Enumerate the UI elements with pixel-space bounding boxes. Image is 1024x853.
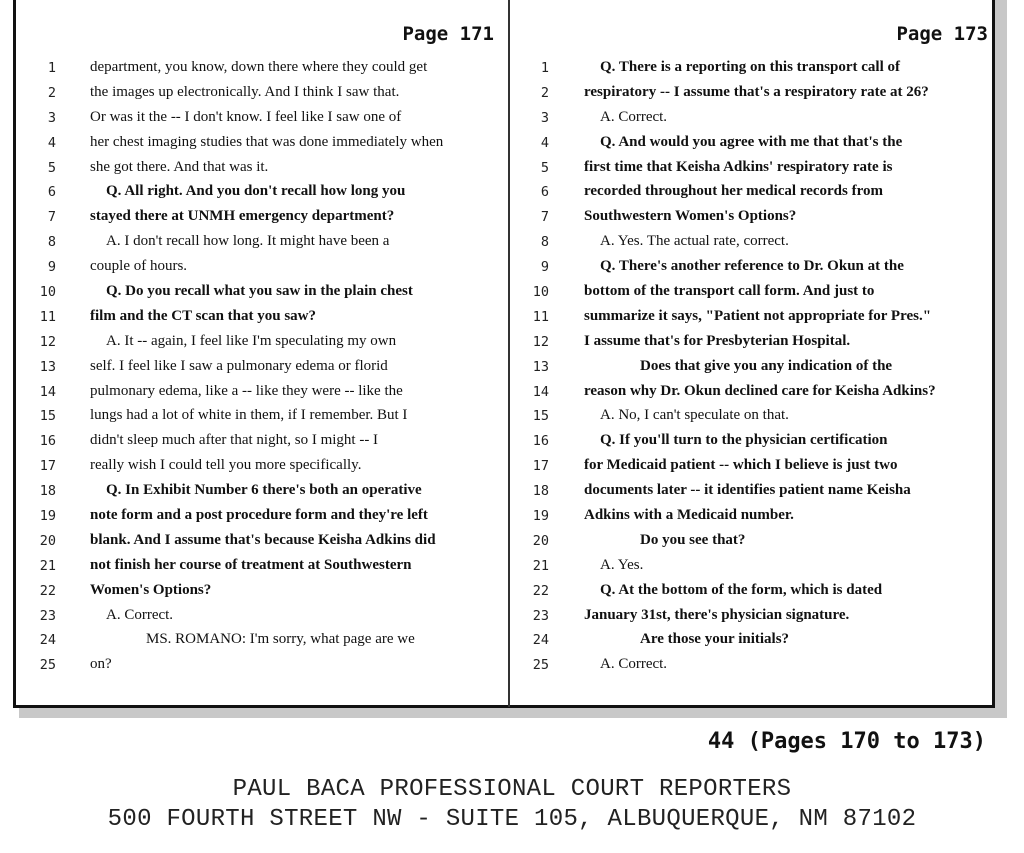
line-number: 25 [532,657,549,674]
transcript-line [16,430,508,455]
transcript-line [16,157,508,182]
transcript-line [510,505,1002,530]
line-text: lungs had a lot of white in them, if I remember. But I [90,407,408,424]
line-number: 24 [532,632,549,649]
line-text: Are those your initials? [640,631,790,648]
line-text: she got there. And that was it. [90,158,269,175]
transcript-line [510,580,1002,605]
line-number: 9 [47,259,56,276]
transcript-line [16,231,508,256]
transcript-line [510,654,1002,679]
line-number: 25 [39,657,56,674]
transcript-line [16,356,508,381]
transcript-line [16,206,508,231]
line-text: A. Correct. [600,656,668,673]
line-number: 15 [532,408,549,425]
line-text: Q. There is a reporting on this transport call of [600,59,900,75]
line-text: Q. If you'll turn to the physician certification [600,432,888,449]
line-text: A. Yes. [600,556,644,573]
line-number: 5 [47,159,56,176]
line-number: 3 [47,109,56,126]
right-page-lines [510,57,1002,679]
line-text: Or was it the -- I don't know. I feel like I saw one of [90,108,402,125]
line-text: pulmonary edema, like a -- like they were -- like the [90,382,403,399]
line-text: Q. In Exhibit Number 6 there's both an operative [106,482,422,499]
line-number: 11 [39,308,56,325]
line-number: 17 [39,458,56,475]
line-number: 10 [39,284,56,301]
transcript-line [16,654,508,679]
line-text: Women's Options? [90,581,212,598]
line-text: A. I don't recall how long. It might have been a [106,233,390,250]
line-number: 10 [532,284,549,301]
transcript-line [510,281,1002,306]
line-number: 12 [39,333,56,350]
line-text: Q. All right. And you don't recall how long you [106,183,406,200]
transcript-line [16,107,508,132]
transcript-line [510,555,1002,580]
line-number: 4 [540,134,549,151]
line-text: self. I feel like I saw a pulmonary edema or florid [90,357,388,374]
line-number: 16 [532,433,549,450]
page-range-label: 44 (Pages 170 to 173) [707,729,986,754]
transcript-line [510,530,1002,555]
transcript-line [16,580,508,605]
line-text: Q. Do you recall what you saw in the plain chest [106,283,413,300]
transcript-line [510,256,1002,281]
line-number: 22 [532,582,549,599]
line-number: 24 [39,632,56,649]
transcript-line [510,107,1002,132]
transcript-line [510,605,1002,630]
line-number: 2 [540,84,549,101]
line-number: 21 [532,557,549,574]
transcript-line [16,629,508,654]
line-number: 1 [540,60,549,76]
line-number: 20 [39,532,56,549]
line-text: reason why Dr. Okun declined care for Keisha Adkins? [584,382,936,399]
line-number: 18 [532,483,549,500]
line-number: 22 [39,582,56,599]
line-text: department, you know, down there where they could get [90,59,428,75]
transcript-line [16,555,508,580]
line-number: 14 [532,383,549,400]
transcript-line [510,231,1002,256]
transcript-line [510,480,1002,505]
transcript-line [16,455,508,480]
transcript-line [510,629,1002,654]
transcript-line [510,331,1002,356]
line-text: for Medicaid patient -- which I believe is just two [584,457,898,474]
transcript-line [16,480,508,505]
line-text: didn't sleep much after that night, so I might -- I [90,432,379,449]
transcript-line [510,82,1002,107]
line-text: Adkins with a Medicaid number. [584,507,794,524]
line-text: her chest imaging studies that was done immediately when [90,133,444,150]
transcript-line [510,381,1002,406]
line-text: couple of hours. [90,258,188,275]
transcript-line [510,430,1002,455]
line-text: Q. There's another reference to Dr. Okun at the [600,258,904,275]
line-number: 7 [540,209,549,226]
line-text: blank. And I assume that's because Keisha Adkins did [90,531,436,548]
transcript-line [16,306,508,331]
line-text: film and the CT scan that you saw? [90,307,317,324]
line-number: 17 [532,458,549,475]
line-text: Southwestern Women's Options? [584,208,797,225]
transcript-line [510,157,1002,182]
line-text: Do you see that? [640,531,746,548]
transcript-line [16,132,508,157]
firm-address: 500 FOURTH STREET NW - SUITE 105, ALBUQUERQUE, NM 87102 [107,806,917,833]
line-number: 1 [47,60,56,76]
line-text: A. Correct. [106,606,174,623]
transcript-line [510,306,1002,331]
transcript-line [16,181,508,206]
transcript-line [510,57,1002,82]
line-text: recorded throughout her medical records from [584,183,883,200]
line-text: Q. And would you agree with me that that's the [600,133,903,150]
transcript-line [510,455,1002,480]
line-text: first time that Keisha Adkins' respiratory rate is [584,158,893,175]
transcript-line [16,57,508,82]
line-text: documents later -- it identifies patient name Keisha [584,482,911,499]
line-number: 13 [532,358,549,375]
right-page [510,0,1002,707]
line-number: 14 [39,383,56,400]
line-number: 19 [532,508,549,525]
line-number: 12 [532,333,549,350]
line-number: 16 [39,433,56,450]
left-page-lines [16,57,508,679]
line-number: 13 [39,358,56,375]
line-text: Does that give you any indication of the [640,357,893,374]
line-text: January 31st, there's physician signature. [584,606,850,623]
line-number: 8 [47,234,56,251]
line-text: on? [90,656,112,673]
transcript-line [16,605,508,630]
line-number: 15 [39,408,56,425]
line-text: I assume that's for Presbyterian Hospital. [584,332,851,349]
transcript-line [16,505,508,530]
line-number: 21 [39,557,56,574]
line-text: respiratory -- I assume that's a respiratory rate at 26? [584,83,929,100]
line-number: 6 [540,184,549,201]
line-number: 9 [540,259,549,276]
line-number: 5 [540,159,549,176]
transcript-line [510,181,1002,206]
left-page [16,0,508,707]
transcript-line [510,206,1002,231]
transcript-line [510,132,1002,157]
transcript-line [16,256,508,281]
line-number: 3 [540,109,549,126]
line-text: MS. ROMANO: I'm sorry, what page are we [146,631,415,648]
line-text: not finish her course of treatment at Southwestern [90,556,412,573]
line-text: A. Yes. The actual rate, correct. [600,233,789,250]
line-text: note form and a post procedure form and they're left [90,507,428,524]
line-text: A. Correct. [600,108,668,125]
line-number: 6 [47,184,56,201]
line-text: A. No, I can't speculate on that. [600,407,789,424]
transcript-line [16,530,508,555]
line-number: 4 [47,134,56,151]
line-text: stayed there at UNMH emergency department? [90,208,395,225]
line-number: 2 [47,84,56,101]
transcript-line [510,356,1002,381]
line-number: 23 [39,607,56,624]
transcript-line [16,381,508,406]
transcript-line [16,331,508,356]
line-number: 23 [532,607,549,624]
transcript-line [16,281,508,306]
right-page-title: Page 173 [896,23,988,45]
transcript-line [16,82,508,107]
firm-name: PAUL BACA PROFESSIONAL COURT REPORTERS [232,776,792,803]
line-number: 20 [532,532,549,549]
line-text: summarize it says, "Patient not appropriate for Pres." [584,307,932,324]
line-text: Q. At the bottom of the form, which is dated [600,581,883,598]
transcript-line [510,405,1002,430]
line-number: 8 [540,234,549,251]
transcript-frame [13,0,995,708]
line-text: really wish I could tell you more specifically. [90,457,362,474]
line-text: A. It -- again, I feel like I'm speculating my own [106,332,397,349]
line-number: 18 [39,483,56,500]
line-number: 19 [39,508,56,525]
line-text: bottom of the transport call form. And just to [584,283,875,300]
line-number: 7 [47,209,56,226]
transcript-line [16,405,508,430]
line-text: the images up electronically. And I think I saw that. [90,83,400,100]
left-page-title: Page 171 [402,23,494,45]
line-number: 11 [532,308,549,325]
